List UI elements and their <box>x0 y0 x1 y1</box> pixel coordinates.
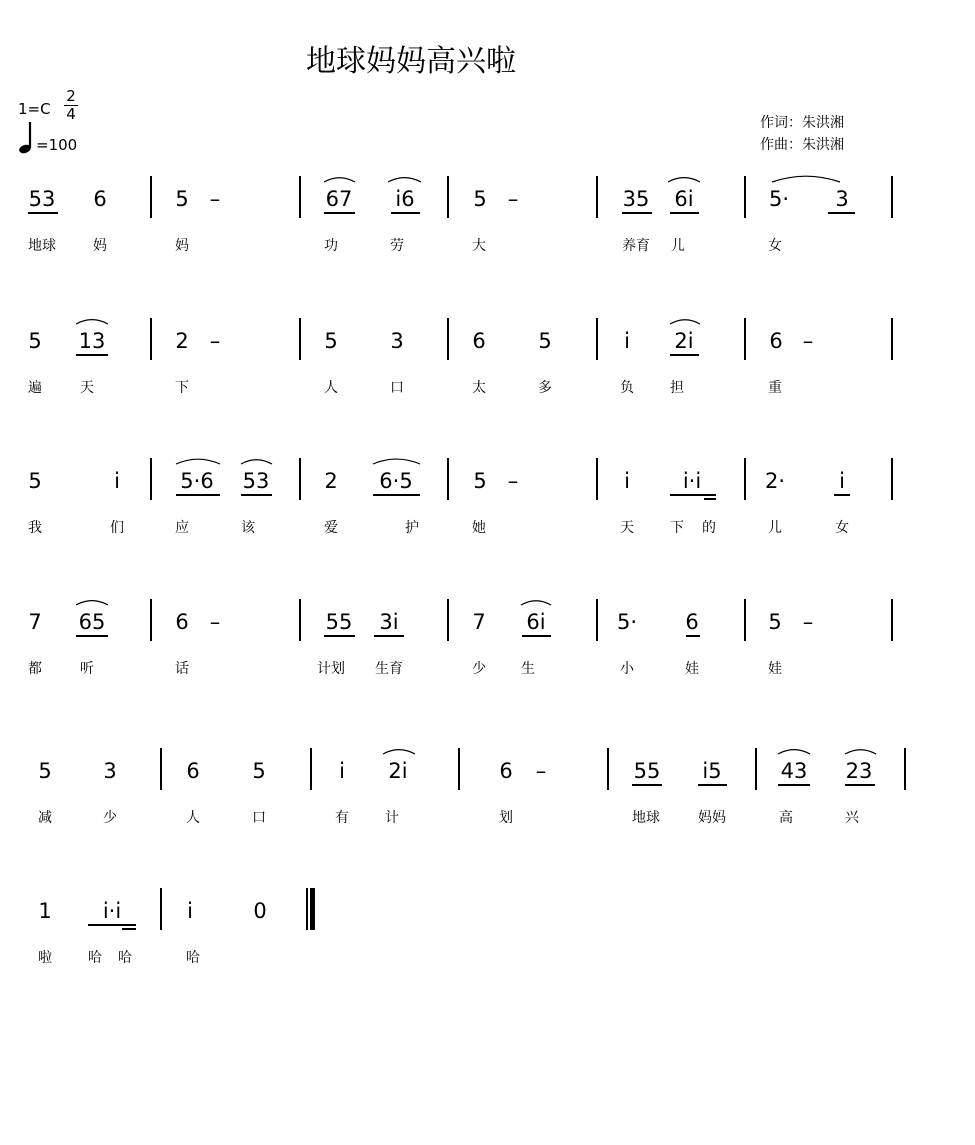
lyric-syllable: 多 <box>538 380 552 396</box>
note: 5 <box>28 329 42 353</box>
bar-line <box>458 748 460 790</box>
bar-line <box>299 599 301 641</box>
bar-line <box>447 176 449 218</box>
bar-line <box>150 318 152 360</box>
note: – <box>802 610 814 634</box>
note: – <box>507 469 519 493</box>
bar-line <box>299 318 301 360</box>
bar-line <box>160 748 162 790</box>
lyric-syllable: 重 <box>768 380 782 396</box>
note: 2 <box>324 469 338 493</box>
lyric-syllable: 生育 <box>375 661 403 677</box>
note: 6 <box>93 187 107 211</box>
bar-line <box>447 318 449 360</box>
note: 23 <box>845 759 873 783</box>
lyric-syllable: 下 <box>175 380 189 396</box>
bar-line <box>607 748 609 790</box>
lyric-syllable: 地球 <box>28 238 56 254</box>
note: 5 <box>473 469 487 493</box>
duration-underline <box>834 494 850 496</box>
bar-line <box>596 599 598 641</box>
note: 6 <box>769 329 783 353</box>
note: – <box>535 759 547 783</box>
duration-underline <box>845 784 875 786</box>
note: i·i <box>682 469 702 493</box>
note: 2· <box>764 469 786 493</box>
duration-underline <box>324 212 355 214</box>
note: 6i <box>526 610 546 634</box>
lyricist-credit: 作词：朱洪湘 <box>760 115 844 131</box>
note: 6 <box>186 759 200 783</box>
note: i <box>839 469 845 493</box>
duration-underline <box>76 635 108 637</box>
tempo-marking <box>18 120 98 154</box>
note: – <box>802 329 814 353</box>
time-signature-top: 2 <box>66 87 76 105</box>
note: i5 <box>702 759 722 783</box>
note: 6·5 <box>379 469 413 493</box>
lyric-syllable: 妈 <box>93 238 107 254</box>
tempo-value: =100 <box>36 136 78 154</box>
slur <box>383 750 415 754</box>
lyric-syllable: 妈妈 <box>698 810 726 826</box>
lyric-syllable: 劳 <box>390 238 404 254</box>
lyric-syllable: 我 <box>28 520 42 536</box>
duration-underline <box>76 354 108 356</box>
lyric-syllable: 天 <box>620 520 634 536</box>
lyric-syllable: 娃 <box>685 661 699 677</box>
lyric-syllable: 该 <box>241 520 255 536</box>
slur <box>373 459 420 464</box>
note: 3i <box>379 610 399 634</box>
note: 65 <box>78 610 106 634</box>
note: 13 <box>78 329 106 353</box>
note: 55 <box>325 610 353 634</box>
note: 5 <box>324 329 338 353</box>
note: 5 <box>252 759 266 783</box>
note: 6 <box>175 610 189 634</box>
note: i <box>624 469 630 493</box>
lyric-syllable: 她 <box>472 520 486 536</box>
lyric-syllable: 负 <box>620 380 634 396</box>
duration-underline <box>88 924 136 926</box>
lyric-syllable: 啦 <box>38 950 52 966</box>
bar-line <box>299 458 301 500</box>
bar-line <box>891 176 893 218</box>
note: 1 <box>38 899 52 923</box>
duration-underline <box>374 635 404 637</box>
duration-underline <box>686 635 700 637</box>
duration-underline <box>241 494 272 496</box>
note: 43 <box>780 759 808 783</box>
lyric-syllable: 娃 <box>768 661 782 677</box>
lyric-syllable: 担 <box>670 380 684 396</box>
duration-underline <box>670 494 716 496</box>
bar-line <box>891 318 893 360</box>
bar-line <box>596 318 598 360</box>
bar-line <box>150 176 152 218</box>
duration-underline <box>778 784 810 786</box>
note: 5 <box>175 187 189 211</box>
slur <box>176 459 220 464</box>
note: 6 <box>472 329 486 353</box>
note: 67 <box>325 187 353 211</box>
bar-line <box>744 458 746 500</box>
note: 6 <box>499 759 513 783</box>
lyric-syllable: 太 <box>472 380 486 396</box>
final-bar-line <box>306 888 308 930</box>
lyric-syllable: 遍 <box>28 380 42 396</box>
note: i6 <box>395 187 415 211</box>
lyric-syllable: 生 <box>521 661 535 677</box>
bar-line <box>755 748 757 790</box>
note: 7 <box>472 610 486 634</box>
lyric-syllable: 们 <box>110 520 124 536</box>
bar-line <box>447 458 449 500</box>
lyric-syllable: 儿 <box>768 520 782 536</box>
duration-underline <box>704 498 716 500</box>
lyric-syllable: 大 <box>472 238 486 254</box>
slur <box>521 601 551 605</box>
lyric-syllable: 地球 <box>632 810 660 826</box>
note: 5·6 <box>180 469 214 493</box>
lyric-syllable: 儿 <box>671 238 685 254</box>
note: 6i <box>674 187 694 211</box>
final-bar-line-thick <box>311 888 315 930</box>
note: 3 <box>835 187 849 211</box>
lyric-syllable: 天 <box>80 380 94 396</box>
bar-line <box>299 176 301 218</box>
time-signature <box>63 88 79 123</box>
song-title: 地球妈妈高兴啦 <box>306 44 516 79</box>
lyric-syllable: 养育 <box>622 238 650 254</box>
note: 55 <box>633 759 661 783</box>
lyric-syllable: 少 <box>103 810 117 826</box>
lyric-syllable: 高 <box>779 810 793 826</box>
note: 0 <box>253 899 267 923</box>
lyric-syllable: 小 <box>620 661 634 677</box>
slur <box>670 320 700 324</box>
duration-underline <box>670 212 699 214</box>
note: 3 <box>103 759 117 783</box>
duration-underline <box>324 635 355 637</box>
bar-line <box>744 176 746 218</box>
duration-underline <box>632 784 662 786</box>
duration-underline <box>28 212 58 214</box>
note: i <box>624 329 630 353</box>
lyric-syllable: 都 <box>28 661 42 677</box>
time-signature-bottom: 4 <box>66 105 76 123</box>
note: 35 <box>622 187 650 211</box>
lyric-syllable: 应 <box>175 520 189 536</box>
duration-underline <box>176 494 220 496</box>
lyric-syllable: 口 <box>390 380 404 396</box>
lyric-syllable: 有 <box>335 810 349 826</box>
bar-line <box>596 458 598 500</box>
duration-underline <box>670 354 699 356</box>
lyric-syllable: 功 <box>324 238 338 254</box>
lyric-syllable: 哈 <box>88 950 102 966</box>
lyric-syllable: 妈 <box>175 238 189 254</box>
duration-underline <box>828 212 855 214</box>
note: 5 <box>538 329 552 353</box>
note: 2i <box>674 329 694 353</box>
slur <box>241 460 272 464</box>
bar-line <box>904 748 906 790</box>
note: 6 <box>685 610 699 634</box>
slur <box>76 601 108 605</box>
slur <box>388 178 421 182</box>
note: 5 <box>473 187 487 211</box>
key-signature: 1=C <box>18 100 51 118</box>
note: – <box>209 610 221 634</box>
slur <box>772 176 840 182</box>
lyric-syllable: 人 <box>186 810 200 826</box>
note: i <box>187 899 193 923</box>
slur <box>324 178 355 182</box>
note: 5· <box>768 187 790 211</box>
slur <box>668 178 700 182</box>
lyric-syllable: 爱 <box>324 520 338 536</box>
note: i <box>339 759 345 783</box>
duration-underline <box>622 212 652 214</box>
bar-line <box>891 599 893 641</box>
note: 2i <box>388 759 408 783</box>
slur <box>778 750 810 754</box>
note: – <box>507 187 519 211</box>
lyric-syllable: 哈 <box>118 950 132 966</box>
quarter-note-icon <box>18 120 34 154</box>
note: 5 <box>768 610 782 634</box>
lyric-syllable: 减 <box>38 810 52 826</box>
lyric-syllable: 少 <box>472 661 486 677</box>
bar-line <box>150 599 152 641</box>
lyric-syllable: 话 <box>175 661 189 677</box>
lyric-syllable: 女 <box>768 238 782 254</box>
lyric-syllable: 计 <box>385 810 399 826</box>
lyric-syllable: 计划 <box>317 661 345 677</box>
lyric-syllable: 人 <box>324 380 338 396</box>
bar-line <box>447 599 449 641</box>
note: 5· <box>616 610 638 634</box>
note: 7 <box>28 610 42 634</box>
note: 53 <box>28 187 56 211</box>
note: – <box>209 187 221 211</box>
note: 5 <box>28 469 42 493</box>
bar-line <box>150 458 152 500</box>
lyric-syllable: 女 <box>835 520 849 536</box>
lyric-syllable: 的 <box>702 520 716 536</box>
note: i·i <box>102 899 122 923</box>
note: 53 <box>242 469 270 493</box>
lyric-syllable: 划 <box>499 810 513 826</box>
note: 3 <box>390 329 404 353</box>
bar-line <box>891 458 893 500</box>
note: 5 <box>38 759 52 783</box>
bar-line <box>596 176 598 218</box>
bar-line <box>744 318 746 360</box>
duration-underline <box>698 784 727 786</box>
composer-credit: 作曲：朱洪湘 <box>760 137 844 153</box>
duration-underline <box>391 212 420 214</box>
slur <box>76 320 108 324</box>
lyric-syllable: 兴 <box>845 810 859 826</box>
lyric-syllable: 下 <box>670 520 684 536</box>
note: 2 <box>175 329 189 353</box>
bar-line <box>160 888 162 930</box>
duration-underline <box>122 928 136 930</box>
duration-underline <box>522 635 551 637</box>
note: i <box>114 469 120 493</box>
duration-underline <box>373 494 420 496</box>
lyric-syllable: 口 <box>252 810 266 826</box>
slur <box>845 750 876 754</box>
lyric-syllable: 听 <box>80 661 94 677</box>
lyric-syllable: 哈 <box>186 950 200 966</box>
bar-line <box>310 748 312 790</box>
lyric-syllable: 护 <box>405 520 419 536</box>
note: – <box>209 329 221 353</box>
bar-line <box>744 599 746 641</box>
